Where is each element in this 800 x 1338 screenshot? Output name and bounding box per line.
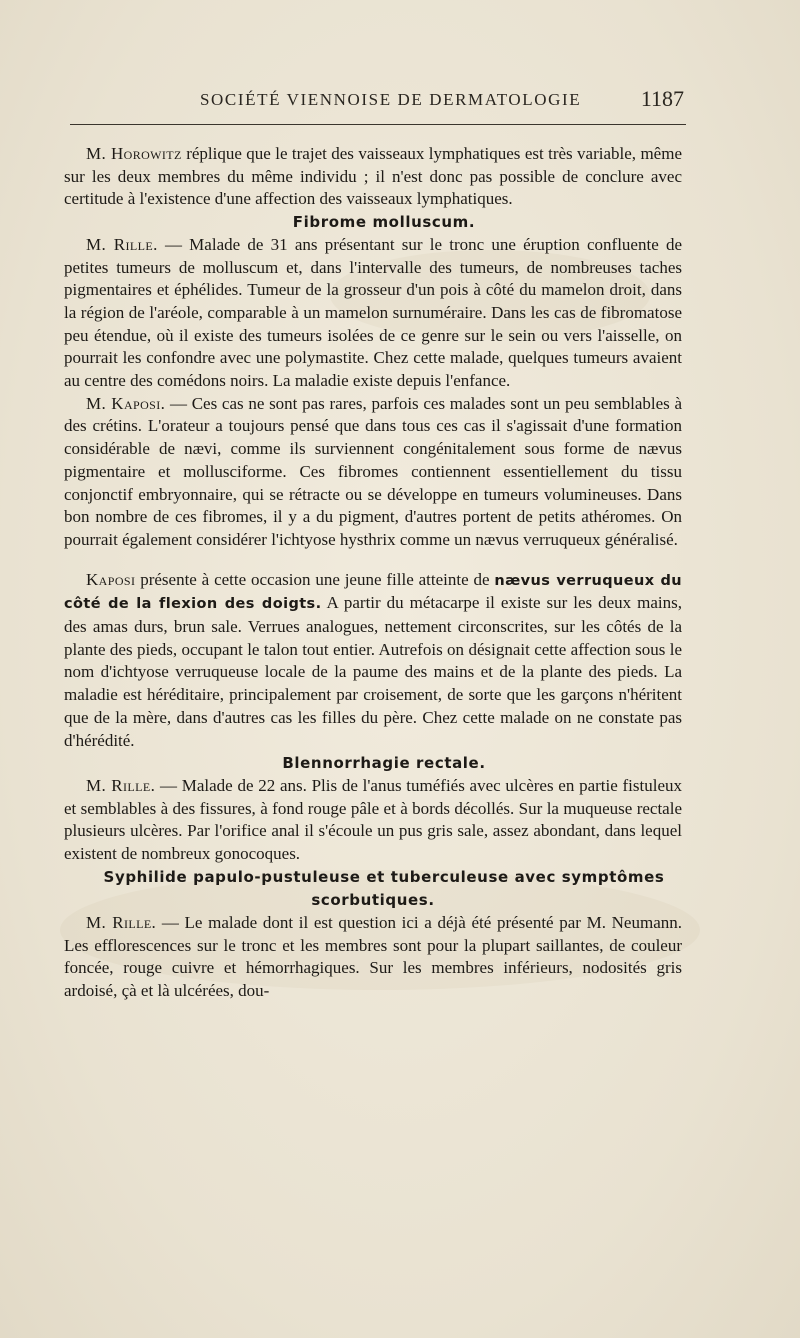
paragraph-text: — Le malade dont il est question ici a déjà été présenté par M. Neumann. Les efflorescences sur le tronc et les membres sont pour la plupart saillantes, de couleur foncée, rouge cuivre et hémorrhagiques. Sur les membres inférieurs, nodosités gris ardoisé, çà et là ulcérées, dou- — [64, 912, 682, 1000]
running-header — [64, 86, 688, 116]
speaker-name: M. Kaposi. — [86, 393, 166, 413]
speaker-name: M. Horowitz — [86, 144, 182, 163]
paragraph-text: — Ces cas ne sont pas rares, parfois ces malades sont un peu semblables à des crétins. L'orateur a toujours pensé que dans tous ces cas il s'agissait d'une formation considérable de nævi, comme ils surviennent congénitalement sous forme de nævus pigmentaire et mollusciforme. Ces fibromes contiennent essentiellement du tissu conjonctif embryonnaire, qui se rétracte ou se développe en tumeurs volumineuses. Dans bon nombre de ces fibromes, il y a du pigment, d'autres portent de petits athéromes. On pourrait également considérer l'ichtyose hysthrix comme un nævus verruqueux généralisé. — [64, 393, 682, 549]
section-heading: Fibrome molluscum. — [292, 213, 476, 232]
section-heading: Syphilide papulo-pustuleuse et tuberculeuse avec symptômes scorbutiques. — [103, 867, 665, 909]
page-number: 1187 — [640, 86, 684, 111]
paragraph — [64, 912, 682, 1003]
paragraph — [64, 143, 682, 211]
paragraph-text: réplique que le trajet des vaisseaux lymphatiques est très variable, même sur les deux membres du même individu ; il n'est donc pas possible de conclure avec certitude à l'existence d'une affection des vaisseaux lymphatiques. — [64, 144, 682, 209]
paragraph-text: A partir du métacarpe il existe sur les deux mains, des amas durs, brun sale. Verrues analogues, nettement circonscrites, sur les côtés de la plante des pieds, occupant le talon tout entier. Autrefois on désignait cette affection sous le nom d'ichtyose verruqueuse locale de la paume des mains et de la plante des pieds. La maladie est héréditaire, principalement par croisement, de sorte que les garçons n'héritent que de la mère, dans d'autres cas les filles du père. Chez cette malade on ne constate pas d'hérédité. — [64, 593, 682, 750]
header-rule — [70, 124, 686, 125]
speaker-name: M. Rille. — [86, 775, 156, 795]
bold-diagnosis: nævus verruqueux du côté de la flexion des doigts. — [64, 572, 682, 613]
paragraph — [64, 234, 682, 393]
paragraph — [64, 569, 682, 753]
paragraph — [64, 775, 682, 866]
page-body — [64, 143, 682, 1003]
speaker-name: M. Rille. — [86, 234, 158, 254]
section-heading: Blennorrhagie rectale. — [282, 754, 486, 773]
paragraph-text: — Malade de 22 ans. Plis de l'anus tuméfiés avec ulcères en partie fistuleux et semblables à des fissures, à fond rouge pâle et à bords décollés. Sur la muqueuse rectale plusieurs ulcères. Par l'orifice anal il s'écoule un pus gris sale, assez abondant, dans lequel existent de nombreux gonocoques. — [64, 775, 682, 864]
paragraph-text: présente à cette occasion une jeune fille atteinte de — [135, 569, 495, 589]
speaker-name: M. Rille. — [86, 912, 157, 932]
paragraph-text: — Malade de 31 ans présentant sur le tronc une éruption confluente de petites tumeurs de molluscum et, dans l'intervalle des tumeurs, de nombreuses taches pigmentaires et éphélides. Tumeur de la grosseur d'un pois à côté du mamelon droit, dans la région de l'aréole, comparable à un mamelon surnuméraire. Dans les cas de fibromatose peu étendue, où il existe des tumeurs isolées de ce genre sur le sein ou vers l'aisselle, on pourrait les confondre avec une polymastite. Chez cette malade, quelques tumeurs avaient au centre des comédons noirs. La maladie existe depuis l'enfance. — [64, 234, 682, 391]
running-title: SOCIÉTÉ VIENNOISE DE DERMATOLOGIE — [200, 90, 582, 109]
speaker-name: Kaposi — [86, 569, 136, 589]
paragraph — [64, 393, 682, 552]
